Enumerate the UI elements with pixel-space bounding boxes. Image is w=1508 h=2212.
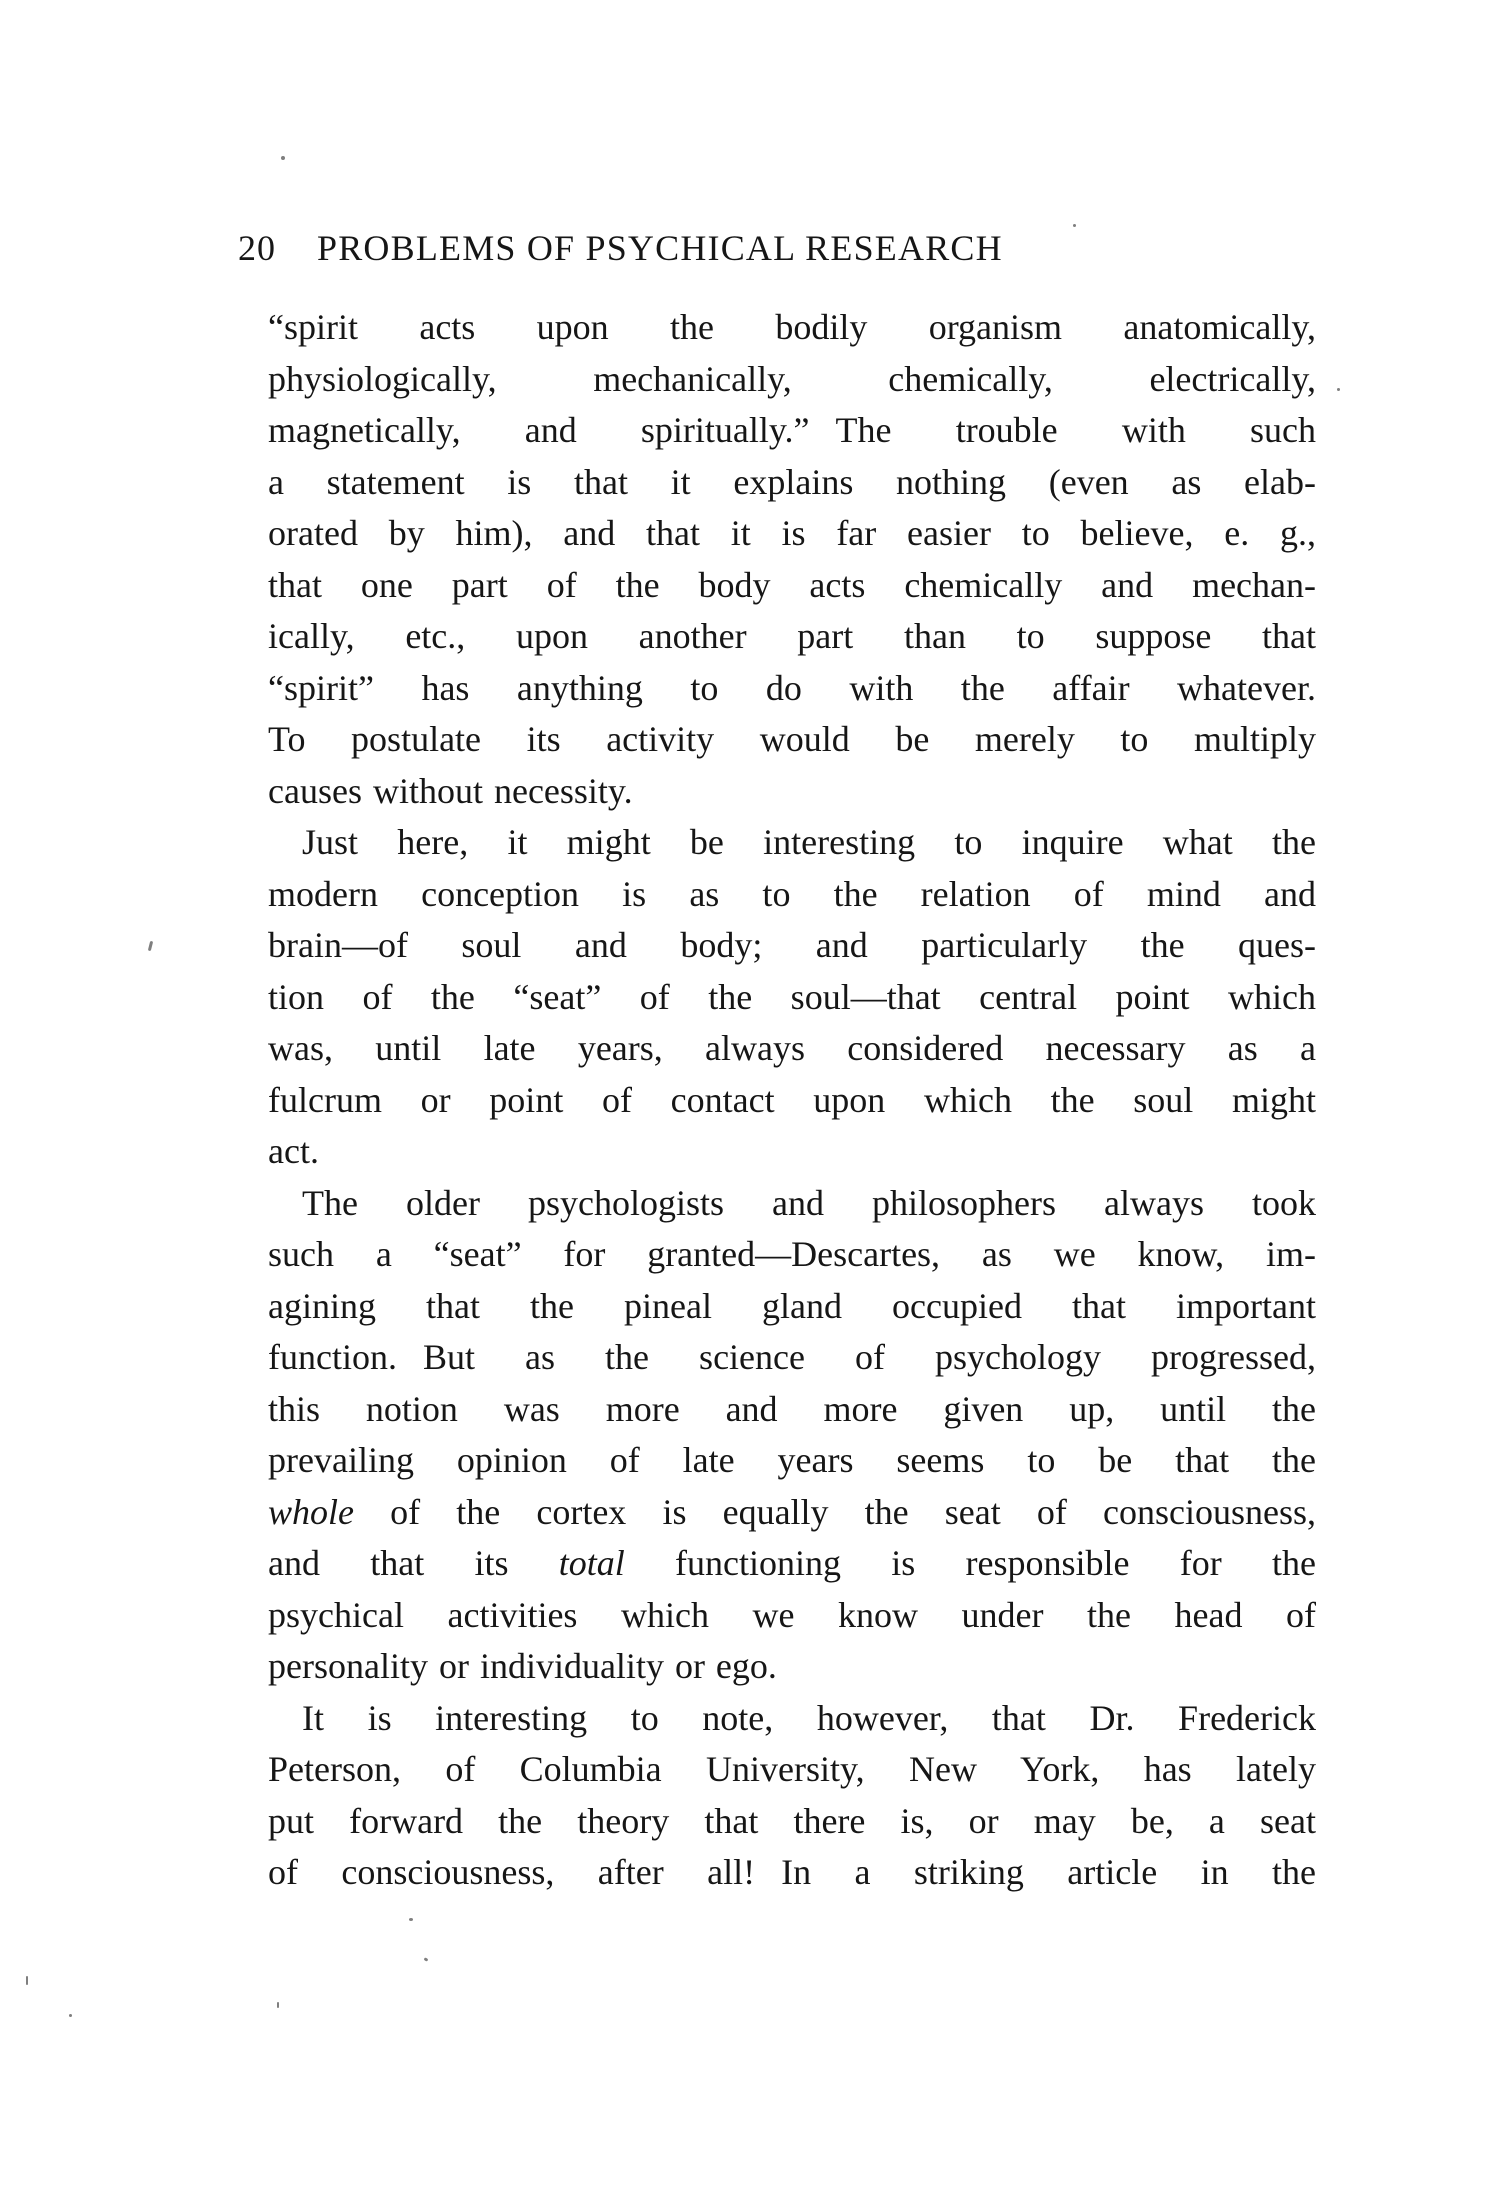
paragraph — [268, 1693, 1316, 1899]
text-segment: prevailing opinion of late years seems to be that the — [268, 1440, 1316, 1480]
scan-speck — [1073, 224, 1076, 227]
text-segment: of the cortex is equally the seat of consciousness, — [354, 1491, 1316, 1532]
text-line — [268, 457, 1316, 509]
text-line — [268, 817, 1316, 869]
text-segment: The older psychologists and philosophers always took — [302, 1182, 1316, 1223]
paragraph — [268, 302, 1316, 817]
text-segment: Peterson, of Columbia University, New York, has lately — [268, 1749, 1316, 1789]
text-line — [268, 1796, 1316, 1848]
text-segment: physiologically, mechanically, chemically, electrically, — [268, 358, 1316, 399]
text-line — [268, 1641, 1316, 1693]
text-line — [268, 869, 1316, 921]
text-segment: a statement is that it explains nothing (even as elab- — [268, 461, 1316, 502]
text-segment: was, until late years, always considered necessary as a — [268, 1028, 1316, 1068]
text-line — [268, 1693, 1316, 1745]
text-line — [268, 1744, 1316, 1796]
text-segment: “spirit acts upon the bodily organism anatomically, — [268, 307, 1316, 347]
running-header — [238, 228, 1316, 268]
text-segment: functioning is responsible for the — [624, 1543, 1316, 1583]
text-segment: put forward the theory that there is, or may be, a seat — [268, 1800, 1316, 1841]
text-segment: magnetically, and spiritually.” — [268, 410, 810, 450]
text-segment: function. — [268, 1337, 397, 1377]
text-line — [268, 1126, 1316, 1178]
scan-speck — [1337, 388, 1340, 391]
text-segment: such a “seat” for granted—Descartes, as we know, im- — [268, 1234, 1316, 1274]
text-line — [268, 405, 1316, 457]
scan-speck — [69, 2014, 72, 2017]
text-segment: that one part of the body acts chemically and mechan- — [268, 564, 1316, 605]
page-body — [268, 302, 1316, 1899]
text-line — [268, 920, 1316, 972]
text-line — [268, 560, 1316, 612]
text-line — [268, 1847, 1316, 1899]
text-segment: tion of the “seat” of the soul—that central point which — [268, 976, 1316, 1017]
scan-speck — [281, 156, 285, 160]
text-line — [268, 302, 1316, 354]
text-line — [268, 1229, 1316, 1281]
text-segment: and that its — [268, 1543, 559, 1583]
text-line — [268, 1487, 1316, 1539]
text-segment: In a striking article in the — [781, 1852, 1316, 1892]
text-segment: whole — [268, 1491, 354, 1532]
text-line — [268, 611, 1316, 663]
text-line — [268, 714, 1316, 766]
text-block — [238, 228, 1316, 1899]
text-segment: act. — [268, 1131, 319, 1171]
text-segment: The trouble with such — [835, 410, 1316, 450]
scan-speck — [277, 2002, 279, 2008]
text-segment: agining that the pineal gland occupied that important — [268, 1285, 1316, 1326]
text-line — [268, 1384, 1316, 1436]
text-line — [268, 1075, 1316, 1127]
text-segment: ically, etc., upon another part than to suppose that — [268, 616, 1316, 656]
scan-speck — [148, 941, 153, 951]
scan-speck — [424, 1957, 429, 1962]
text-segment: “spirit” has anything to do with the affair whatever. — [268, 667, 1316, 708]
text-line — [268, 508, 1316, 560]
text-line — [268, 663, 1316, 715]
scan-speck — [26, 1976, 28, 1985]
text-line — [268, 1590, 1316, 1642]
text-segment: fulcrum or point of contact upon which the soul might — [268, 1079, 1316, 1120]
text-segment: total — [558, 1543, 625, 1583]
text-line — [268, 1023, 1316, 1075]
text-segment: But as the science of psychology progressed, — [422, 1337, 1316, 1377]
text-segment: causes without necessity. — [268, 770, 633, 811]
text-segment: Just here, it might be interesting to inquire what the — [302, 822, 1316, 862]
text-line — [268, 972, 1316, 1024]
running-title: PROBLEMS OF PSYCHICAL RESEARCH — [317, 228, 1003, 268]
text-segment: It is interesting to note, however, that Dr. Frederick — [302, 1697, 1316, 1738]
text-line — [268, 766, 1316, 818]
text-line — [268, 1435, 1316, 1487]
text-segment: personality or individuality or ego. — [268, 1646, 777, 1686]
text-line — [268, 1281, 1316, 1333]
text-segment: this notion was more and more given up, until the — [268, 1388, 1316, 1429]
text-line — [268, 354, 1316, 406]
text-segment: brain—of soul and body; and particularly the ques- — [268, 925, 1316, 965]
scan-speck — [409, 1918, 413, 1921]
text-segment: To postulate its activity would be merely to multiply — [268, 719, 1316, 759]
text-line — [268, 1538, 1316, 1590]
paragraph — [268, 1178, 1316, 1693]
text-line — [268, 1332, 1316, 1384]
text-segment: of consciousness, after all! — [268, 1852, 756, 1892]
text-segment: psychical activities which we know under the head of — [268, 1594, 1316, 1635]
text-segment: orated by him), and that it is far easier to believe, e. g., — [268, 513, 1316, 553]
text-line — [268, 1178, 1316, 1230]
paragraph — [268, 817, 1316, 1178]
page-number: 20 — [238, 228, 276, 268]
text-segment: modern conception is as to the relation of mind and — [268, 873, 1316, 914]
